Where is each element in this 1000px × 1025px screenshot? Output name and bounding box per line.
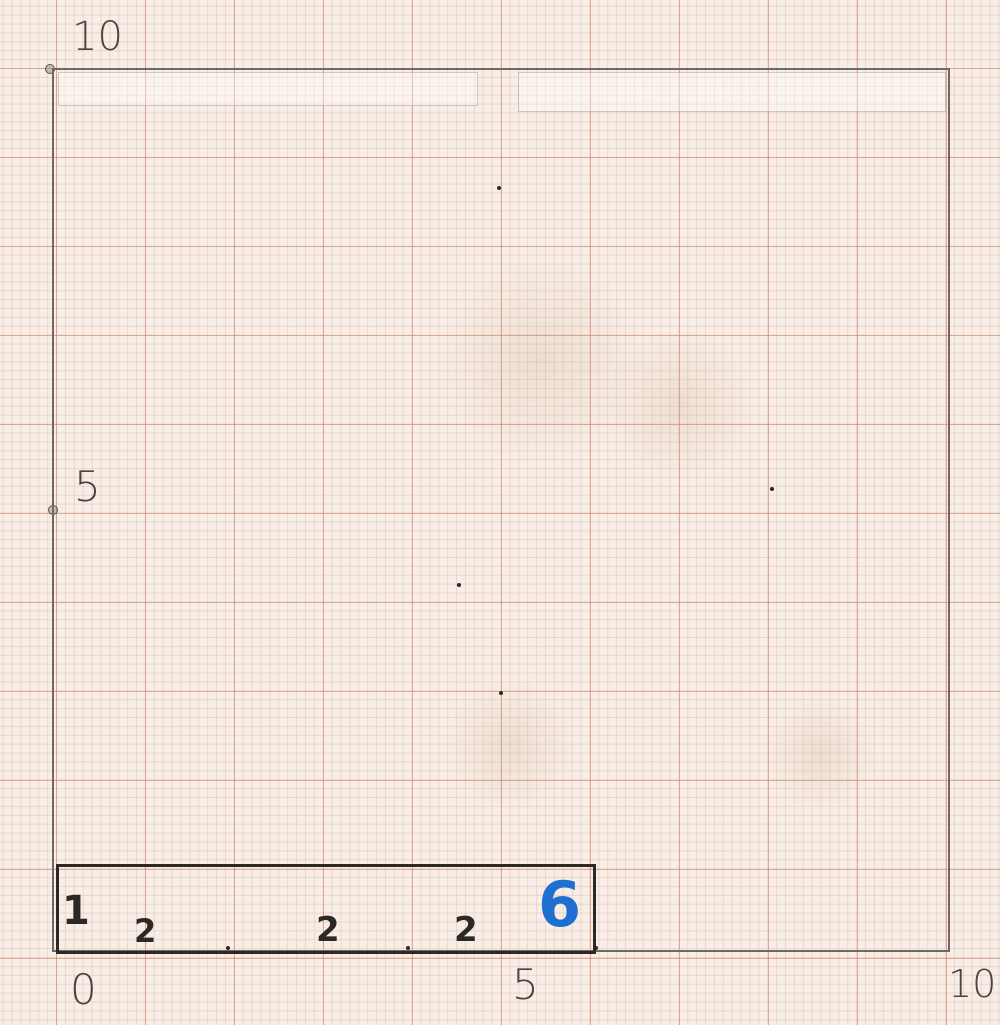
- large-square-outline: [52, 68, 950, 952]
- x-axis-label-right: 10: [948, 962, 997, 1006]
- center-dot: [457, 583, 461, 587]
- y-axis-label-top: 10: [72, 14, 123, 60]
- rectangle-tick-dot: [406, 946, 410, 950]
- rectangle-number-6: 6: [538, 868, 582, 941]
- x-axis-label-mid: 5: [512, 960, 539, 1009]
- rectangle-number-2: 2: [134, 912, 157, 950]
- rectangle-tick-dot: [226, 946, 230, 950]
- x-axis-label-origin: 0: [70, 965, 97, 1014]
- center-dot: [499, 691, 503, 695]
- rectangle-number-1: 1: [62, 888, 90, 934]
- tape-strip-left: [58, 72, 478, 106]
- center-dot: [770, 487, 774, 491]
- y-axis-label-mid: 5: [74, 462, 101, 511]
- tape-strip-right: [518, 72, 946, 112]
- center-dot: [497, 186, 501, 190]
- rectangle-tick-dot: [594, 946, 598, 950]
- rectangle-number-2: 2: [454, 910, 478, 950]
- rectangle-number-2: 2: [316, 910, 340, 950]
